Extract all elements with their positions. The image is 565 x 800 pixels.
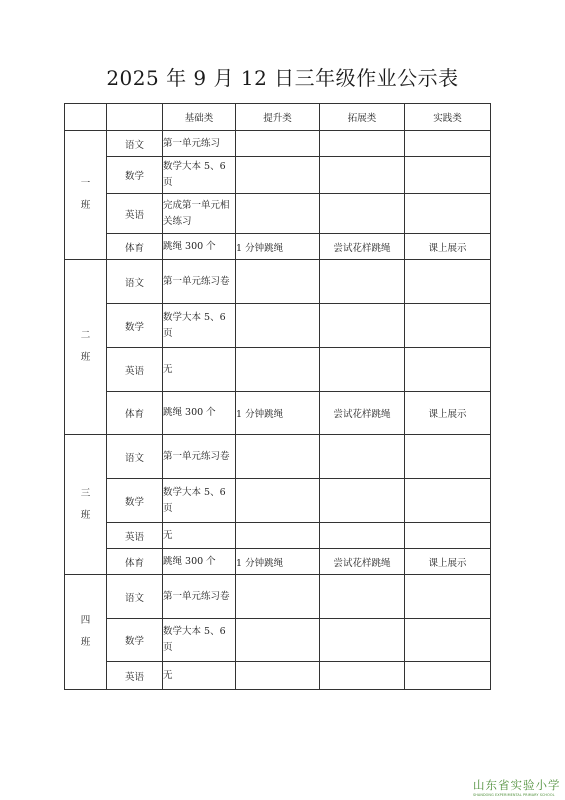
- extend-cell: [320, 131, 405, 157]
- practice-cell: [405, 260, 491, 304]
- practice-cell: [405, 435, 491, 479]
- table-row: [65, 435, 491, 479]
- basic-cell: 跳绳 300 个: [163, 549, 236, 575]
- table-row: [65, 523, 491, 549]
- practice-cell: [405, 131, 491, 157]
- subject-cell: 英语: [107, 194, 163, 234]
- improve-cell: 1 分钟跳绳: [236, 392, 320, 435]
- subject-cell: 英语: [107, 662, 163, 690]
- basic-cell: 第一单元练习卷: [163, 260, 236, 304]
- practice-cell: [405, 662, 491, 690]
- table-row: [65, 194, 491, 234]
- improve-cell: [236, 575, 320, 619]
- subject-cell: 英语: [107, 348, 163, 392]
- subject-cell: 体育: [107, 234, 163, 260]
- improve-cell: [236, 662, 320, 690]
- practice-cell: 课上展示: [405, 392, 491, 435]
- page-title: 2025 年 9 月 12 日三年级作业公示表: [106, 66, 459, 90]
- basic-cell: 完成第一单元相关练习: [163, 194, 236, 234]
- class-name-char: 班: [80, 509, 91, 521]
- basic-cell: 无: [163, 662, 236, 690]
- table-row: [65, 234, 491, 260]
- homework-table: [64, 103, 491, 690]
- class-name-char: 二: [80, 330, 91, 341]
- basic-cell: 第一单元练习: [163, 131, 236, 157]
- class-name-char: 三: [80, 487, 91, 499]
- improve-cell: [236, 435, 320, 479]
- table-row: [65, 479, 491, 523]
- extend-cell: 尝试花样跳绳: [320, 234, 405, 260]
- class-name-char: 班: [80, 200, 91, 211]
- subject-cell: 体育: [107, 392, 163, 435]
- header-class: [65, 104, 107, 131]
- practice-cell: [405, 194, 491, 234]
- extend-cell: [320, 662, 405, 690]
- subject-cell: 语文: [107, 575, 163, 619]
- logo-english-name: SHANDONG EXPERIMENTAL PRIMARY SCHOOL: [473, 793, 555, 797]
- subject-cell: 数学: [107, 479, 163, 523]
- improve-cell: [236, 157, 320, 194]
- header-extend: 拓展类: [320, 104, 405, 131]
- subject-cell: 数学: [107, 157, 163, 194]
- extend-cell: [320, 619, 405, 662]
- practice-cell: [405, 523, 491, 549]
- extend-cell: [320, 575, 405, 619]
- extend-cell: [320, 523, 405, 549]
- table-row: [65, 157, 491, 194]
- table-row: [65, 348, 491, 392]
- improve-cell: [236, 479, 320, 523]
- practice-cell: [405, 479, 491, 523]
- improve-cell: [236, 304, 320, 348]
- extend-cell: [320, 435, 405, 479]
- logo-chinese-name: 山东省实验小学: [473, 778, 561, 792]
- class-name-char: 班: [80, 352, 91, 363]
- improve-cell: [236, 619, 320, 662]
- practice-cell: 课上展示: [405, 549, 491, 575]
- basic-cell: 无: [163, 348, 236, 392]
- extend-cell: [320, 348, 405, 392]
- table-row: [65, 131, 491, 157]
- practice-cell: 课上展示: [405, 234, 491, 260]
- subject-cell: 数学: [107, 304, 163, 348]
- class-name-char: 班: [80, 637, 91, 648]
- basic-cell: 数学大本 5、6 页: [163, 157, 236, 194]
- extend-cell: [320, 157, 405, 194]
- subject-cell: 数学: [107, 619, 163, 662]
- subject-cell: 语文: [107, 131, 163, 157]
- practice-cell: [405, 304, 491, 348]
- class-name-cell: [65, 131, 107, 260]
- basic-cell: 跳绳 300 个: [163, 392, 236, 435]
- basic-cell: 数学大本 5、6 页: [163, 619, 236, 662]
- improve-cell: 1 分钟跳绳: [236, 549, 320, 575]
- header-improve: 提升类: [236, 104, 320, 131]
- table-row: [65, 260, 491, 304]
- extend-cell: 尝试花样跳绳: [320, 549, 405, 575]
- improve-cell: 1 分钟跳绳: [236, 234, 320, 260]
- header-basic: 基础类: [163, 104, 236, 131]
- basic-cell: 第一单元练习卷: [163, 575, 236, 619]
- improve-cell: [236, 194, 320, 234]
- class-name-char: 一: [80, 178, 91, 189]
- class-name-cell: [65, 260, 107, 435]
- improve-cell: [236, 523, 320, 549]
- table-row: [65, 619, 491, 662]
- improve-cell: [236, 348, 320, 392]
- improve-cell: [236, 260, 320, 304]
- extend-cell: [320, 304, 405, 348]
- school-logo: [473, 777, 563, 797]
- table-row: [65, 575, 491, 619]
- header-practice: 实践类: [405, 104, 491, 131]
- table-row: [65, 662, 491, 690]
- basic-cell: 第一单元练习卷: [163, 435, 236, 479]
- basic-cell: 无: [163, 523, 236, 549]
- basic-cell: 跳绳 300 个: [163, 234, 236, 260]
- class-name-cell: [65, 575, 107, 690]
- header-row: [65, 104, 491, 131]
- table-row: [65, 304, 491, 348]
- basic-cell: 数学大本 5、6 页: [163, 304, 236, 348]
- header-subject: [107, 104, 163, 131]
- basic-cell: 数学大本 5、6 页: [163, 479, 236, 523]
- practice-cell: [405, 619, 491, 662]
- subject-cell: 英语: [107, 523, 163, 549]
- subject-cell: 语文: [107, 435, 163, 479]
- class-name-cell: [65, 435, 107, 575]
- practice-cell: [405, 157, 491, 194]
- class-name-char: 四: [80, 615, 91, 626]
- practice-cell: [405, 575, 491, 619]
- table-row: [65, 392, 491, 435]
- extend-cell: [320, 479, 405, 523]
- extend-cell: [320, 260, 405, 304]
- table-row: [65, 549, 491, 575]
- practice-cell: [405, 348, 491, 392]
- subject-cell: 语文: [107, 260, 163, 304]
- subject-cell: 体育: [107, 549, 163, 575]
- improve-cell: [236, 131, 320, 157]
- extend-cell: 尝试花样跳绳: [320, 392, 405, 435]
- extend-cell: [320, 194, 405, 234]
